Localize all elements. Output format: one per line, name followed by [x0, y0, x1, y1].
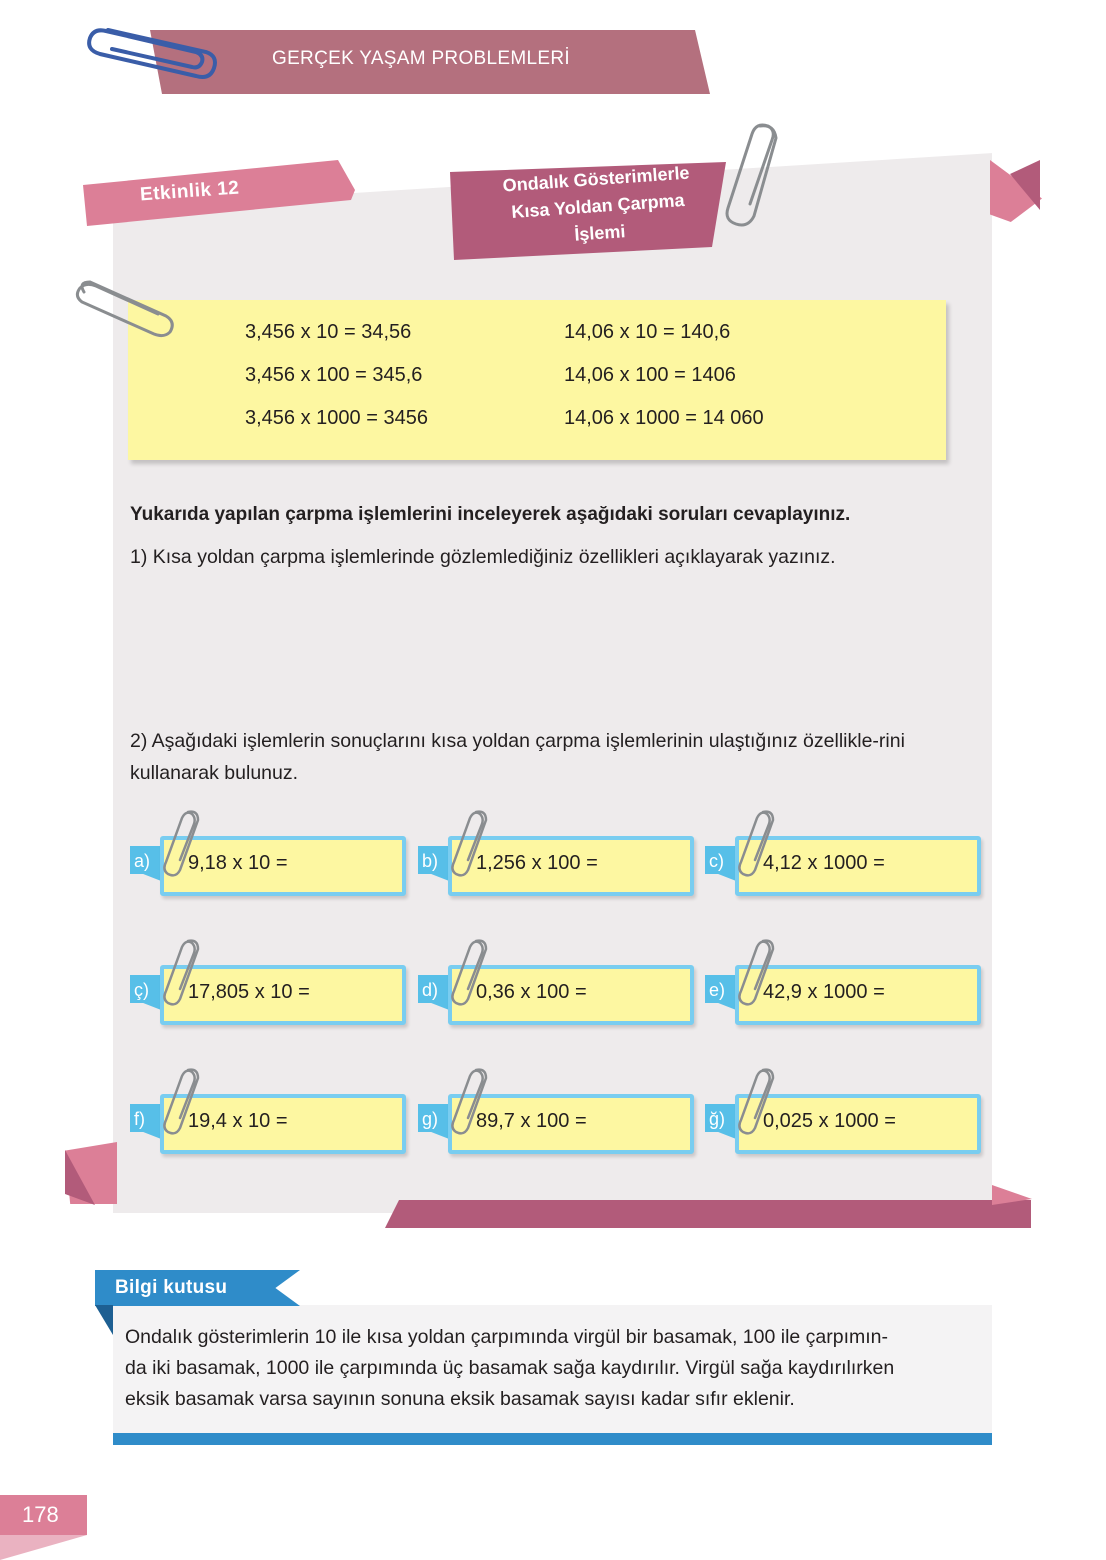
exercise-label: e)	[709, 980, 726, 1000]
exercise-expression: 17,805 x 10 =	[188, 981, 310, 1003]
question-1: 1) Kısa yoldan çarpma işlemlerinde gözlemlediğiniz özellikleri açıklayarak yazınız.	[130, 546, 836, 568]
example-right-2: 14,06 x 100 = 1406	[564, 364, 736, 386]
exercise-expression: 89,7 x 100 =	[476, 1110, 587, 1132]
header-title: GERÇEK YAŞAM PROBLEMLERİ	[272, 48, 570, 69]
example-left-2: 3,456 x 100 = 345,6	[245, 364, 423, 386]
exercise-expression: 42,9 x 1000 =	[763, 981, 885, 1003]
info-line: Ondalık gösterimlerin 10 ile kısa yoldan çarpımında virgül bir basamak, 100 ile çarpımın-	[125, 1326, 889, 1348]
exercise-label: ğ)	[709, 1109, 726, 1129]
exercise-label: c)	[709, 851, 724, 871]
exercise-expression: 9,18 x 10 =	[188, 852, 288, 874]
exercise-expression: 0,36 x 100 =	[476, 981, 587, 1003]
paperclip-icon	[78, 22, 218, 90]
info-line: eksik basamak varsa sayının sonuna eksik basamak sayısı kadar sıfır eklenir.	[125, 1388, 795, 1410]
topic-line: İşlemi	[573, 221, 626, 245]
exercise-label: g)	[422, 1109, 439, 1129]
info-tab-fold	[95, 1305, 113, 1335]
page-number: 178	[22, 1502, 59, 1527]
exercise-label: f)	[134, 1109, 145, 1129]
paperclip-icon	[450, 937, 490, 1007]
topic-line: Kısa Yoldan Çarpma	[510, 189, 686, 223]
exercise-label: a)	[134, 851, 151, 871]
info-box-underline	[113, 1433, 992, 1445]
paperclip-icon	[737, 808, 777, 878]
paperclip-icon	[162, 808, 202, 878]
example-left-3: 3,456 x 1000 = 3456	[245, 407, 428, 429]
info-line: da iki basamak, 1000 ile çarpımında üç basamak sağa kaydırılır. Virgül sağa kaydırılırken	[125, 1357, 895, 1379]
exercise-label: b)	[422, 851, 439, 871]
exercise-expression: 4,12 x 1000 =	[763, 852, 885, 874]
exercise-label: ç)	[134, 980, 149, 1000]
exercise-expression: 19,4 x 10 =	[188, 1110, 288, 1132]
paperclip-icon	[737, 937, 777, 1007]
page-number-fold	[0, 1535, 87, 1560]
paperclip-icon	[718, 120, 780, 230]
paperclip-icon	[737, 1066, 777, 1136]
example-left-1: 3,456 x 10 = 34,56	[245, 321, 412, 343]
info-title: Bilgi kutusu	[115, 1277, 228, 1298]
exercise-expression: 0,025 x 1000 =	[763, 1110, 896, 1132]
exercise-label: d)	[422, 980, 439, 1000]
example-right-1: 14,06 x 10 = 140,6	[564, 321, 731, 343]
info-text	[125, 1322, 985, 1415]
paperclip-icon	[162, 1066, 202, 1136]
topic-line: Ondalık Gösterimlerle	[502, 162, 691, 196]
paperclip-icon	[162, 937, 202, 1007]
bottom-bar	[385, 1200, 1031, 1228]
exercise-expression: 1,256 x 100 =	[476, 852, 598, 874]
questions-heading: Yukarıda yapılan çarpma işlemlerini inceleyerek aşağıdaki soruları cevaplayınız.	[130, 504, 851, 525]
paperclip-icon	[450, 808, 490, 878]
paperclip-icon	[74, 278, 178, 340]
paperclip-icon	[450, 1066, 490, 1136]
question-2: 2) Aşağıdaki işlemlerin sonuçlarını kısa yoldan çarpma işlemlerinin ulaştığınız özellikle-rini kullanarak bulunuz.	[130, 730, 905, 784]
activity-label: Etkinlik 12	[139, 177, 241, 206]
example-right-3: 14,06 x 1000 = 14 060	[564, 407, 764, 429]
